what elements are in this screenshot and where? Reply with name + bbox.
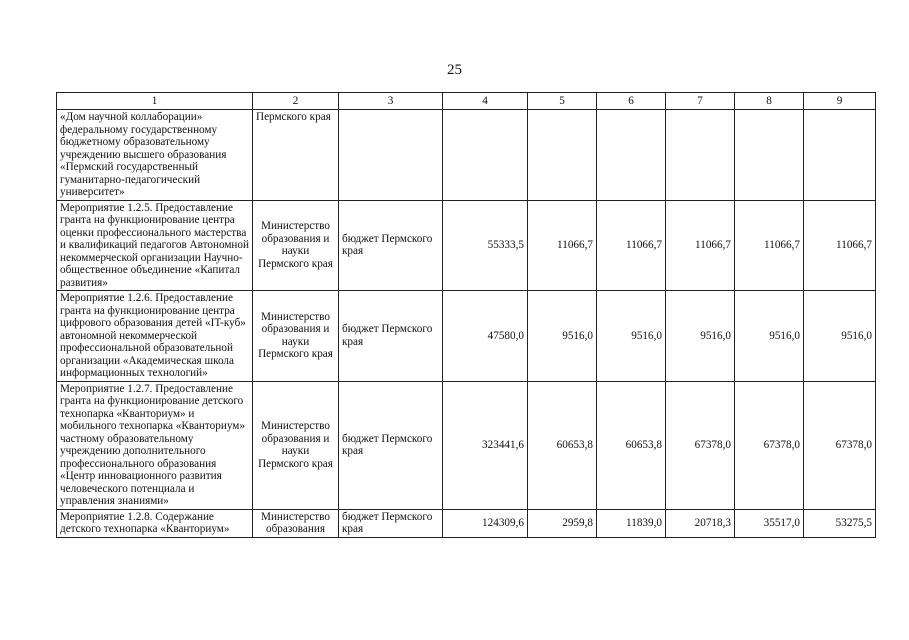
funding-source: бюджет Пермского края — [339, 200, 443, 291]
amount-year — [666, 110, 735, 201]
column-header: 6 — [597, 93, 666, 110]
amount-year: 9516,0 — [528, 291, 597, 382]
table-row — [57, 110, 876, 201]
column-header: 2 — [253, 93, 339, 110]
amount-year: 9516,0 — [597, 291, 666, 382]
amount-year: 53275,5 — [804, 509, 876, 537]
amount-total: 124309,6 — [443, 509, 528, 537]
executor: Пермского края — [253, 110, 339, 201]
amount-year: 9516,0 — [804, 291, 876, 382]
table-row — [57, 509, 876, 537]
amount-year: 11066,7 — [528, 200, 597, 291]
table-row — [57, 291, 876, 382]
column-header: 8 — [735, 93, 804, 110]
amount-year: 67378,0 — [735, 381, 804, 509]
executor: Министерство образования и науки Пермского края — [253, 291, 339, 382]
amount-year: 11066,7 — [597, 200, 666, 291]
amount-year: 60653,8 — [597, 381, 666, 509]
measure-name: Мероприятие 1.2.8. Содержание детского технопарка «Кванториум» — [57, 509, 253, 537]
amount-total — [443, 110, 528, 201]
amount-total: 55333,5 — [443, 200, 528, 291]
funding-source — [339, 110, 443, 201]
table-row — [57, 200, 876, 291]
page-number: 25 — [447, 62, 462, 78]
column-header: 5 — [528, 93, 597, 110]
amount-year — [735, 110, 804, 201]
amount-year: 11839,0 — [597, 509, 666, 537]
amount-year: 67378,0 — [804, 381, 876, 509]
amount-year — [528, 110, 597, 201]
amount-year — [597, 110, 666, 201]
amount-year: 67378,0 — [666, 381, 735, 509]
amount-year: 11066,7 — [804, 200, 876, 291]
executor: Министерство образования — [253, 509, 339, 537]
measure-name: Мероприятие 1.2.7. Предоставление гранта на функционирование детского технопарка «Кванториум» и мобильного технопарка «Кванториум» частному образовательному учреждению дополнительного профессионального образования «Центр инновационного развития человеческого потенциала и управления знаниями» — [57, 381, 253, 509]
header-row — [57, 93, 876, 110]
amount-year: 9516,0 — [666, 291, 735, 382]
column-header: 3 — [339, 93, 443, 110]
table-row — [57, 381, 876, 509]
amount-year: 60653,8 — [528, 381, 597, 509]
budget-table — [56, 92, 876, 538]
amount-year: 2959,8 — [528, 509, 597, 537]
executor: Министерство образования и науки Пермского края — [253, 381, 339, 509]
executor: Министерство образования и науки Пермского края — [253, 200, 339, 291]
column-header: 1 — [57, 93, 253, 110]
amount-year: 9516,0 — [735, 291, 804, 382]
column-header: 7 — [666, 93, 735, 110]
funding-source: бюджет Пермского края — [339, 509, 443, 537]
funding-source: бюджет Пермского края — [339, 381, 443, 509]
funding-source: бюджет Пермского края — [339, 291, 443, 382]
measure-name: «Дом научной коллаборации» федеральному государственному бюджетному образовательному учреждению высшего образования «Пермский государственный гуманитарно-педагогический университет» — [57, 110, 253, 201]
amount-year: 20718,3 — [666, 509, 735, 537]
amount-year — [804, 110, 876, 201]
amount-year: 35517,0 — [735, 509, 804, 537]
measure-name: Мероприятие 1.2.5. Предоставление гранта на функционирование центра оценки профессионального мастерства и квалификаций педагогов Автономной некоммерческой организации Научно-общественное объединение «Капитал развития» — [57, 200, 253, 291]
amount-total: 323441,6 — [443, 381, 528, 509]
column-header: 4 — [443, 93, 528, 110]
measure-name: Мероприятие 1.2.6. Предоставление гранта на функционирование центра цифрового образования детей «IT-куб» автономной некоммерческой профессиональной образовательной организации «Академическая школа информационных технологий» — [57, 291, 253, 382]
amount-year: 11066,7 — [735, 200, 804, 291]
column-header: 9 — [804, 93, 876, 110]
amount-total: 47580,0 — [443, 291, 528, 382]
amount-year: 11066,7 — [666, 200, 735, 291]
